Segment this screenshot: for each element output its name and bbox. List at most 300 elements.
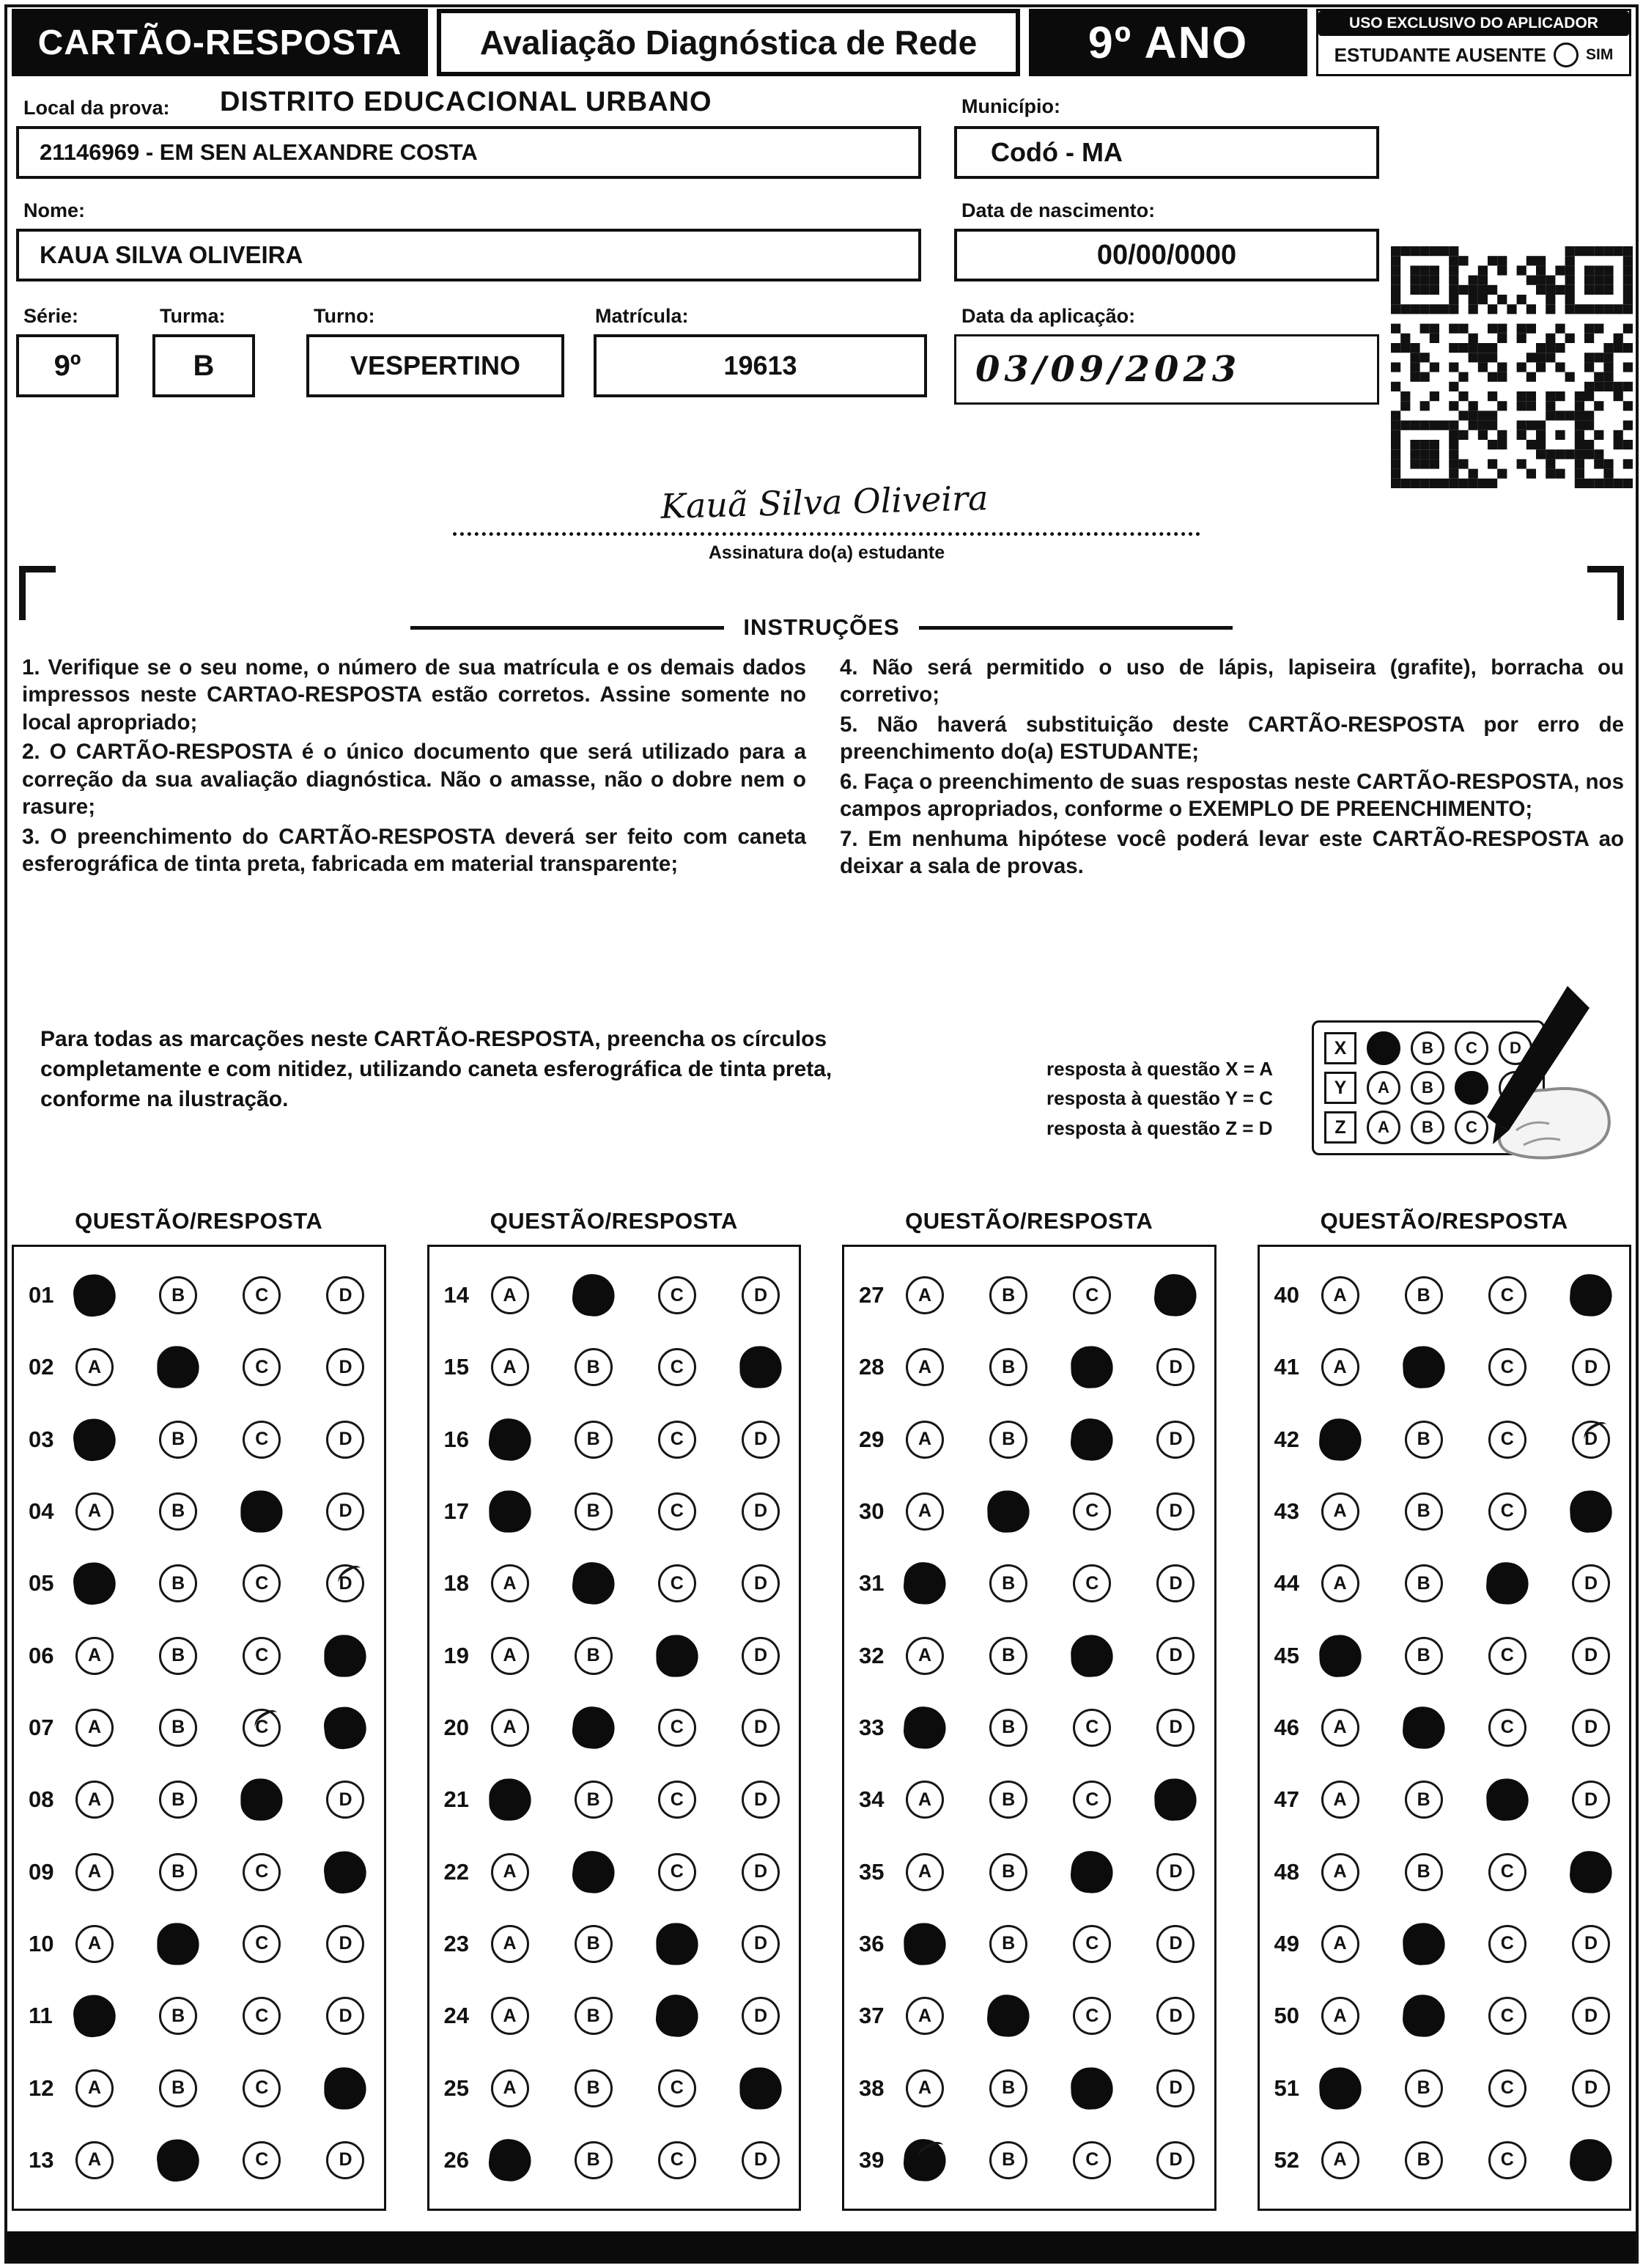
answer-bubble-47-C[interactable] xyxy=(1485,1778,1529,1822)
question-number: 20 xyxy=(443,1714,469,1740)
answer-bubble-43-A[interactable]: A xyxy=(1321,1492,1359,1531)
answer-bubble-15-D[interactable] xyxy=(739,1346,782,1388)
answer-bubble-52-A[interactable]: A xyxy=(1321,2141,1359,2179)
answer-bubble-24-B[interactable]: B xyxy=(575,1997,613,2035)
answer-bubble-42-C[interactable]: C xyxy=(1488,1421,1526,1459)
answer-bubble-23-A[interactable]: A xyxy=(491,1925,529,1963)
answer-bubble-09-C[interactable]: C xyxy=(243,1853,281,1891)
instructions-right xyxy=(840,654,1624,883)
question-number: 40 xyxy=(1274,1282,1299,1308)
question-number: 46 xyxy=(1274,1714,1299,1740)
answer-bubble-14-B[interactable] xyxy=(570,1273,616,1319)
question-number: 03 xyxy=(29,1426,54,1452)
hand-with-pen-icon xyxy=(1458,980,1619,1163)
answer-bubble-22-B[interactable] xyxy=(570,1849,616,1895)
answer-bubble-28-B[interactable]: B xyxy=(989,1348,1027,1386)
answer-bubble-36-D[interactable]: D xyxy=(1156,1925,1195,1963)
nome-label: Nome: xyxy=(23,199,86,221)
answer-bubble-03-B[interactable]: B xyxy=(159,1421,197,1459)
answer-bubble-32-B[interactable]: B xyxy=(989,1637,1027,1675)
answer-bubble-26-D[interactable]: D xyxy=(742,2141,780,2179)
example-bubble-Z-A: A xyxy=(1367,1111,1400,1144)
answer-bubble-38-B[interactable]: B xyxy=(989,2069,1027,2107)
question-row-22 xyxy=(438,1837,791,1907)
answer-bubble-31-C[interactable]: C xyxy=(1073,1564,1111,1602)
question-number: 44 xyxy=(1274,1570,1299,1597)
answer-bubble-02-A[interactable]: A xyxy=(75,1348,114,1386)
question-number: 52 xyxy=(1274,2146,1299,2173)
absent-mark-circle[interactable] xyxy=(1554,43,1579,67)
question-row-04 xyxy=(23,1476,375,1547)
qr-code xyxy=(1391,246,1633,488)
question-row-36 xyxy=(853,1909,1206,1979)
answer-bubble-47-A[interactable]: A xyxy=(1321,1781,1359,1819)
answer-bubble-38-A[interactable]: A xyxy=(906,2069,944,2107)
answer-bubble-40-D[interactable] xyxy=(1568,1273,1613,1317)
answer-bubble-42-B[interactable]: B xyxy=(1405,1421,1443,1459)
answer-bubble-20-A[interactable]: A xyxy=(491,1709,529,1747)
answer-bubble-39-A[interactable] xyxy=(902,2138,948,2183)
answer-bubble-45-D[interactable]: D xyxy=(1572,1637,1610,1675)
answer-bubble-19-A[interactable]: A xyxy=(491,1637,529,1675)
instruction-item: 1. Verifique se o seu nome, o número de sua matrícula e os demais dados impressos neste CARTAO-RESPOSTA estão corretos. Assine somente no local apropriado; xyxy=(22,655,806,734)
answer-bubble-35-C[interactable] xyxy=(1069,1849,1115,1895)
answer-bubble-04-D[interactable]: D xyxy=(326,1492,364,1531)
answer-bubble-08-C[interactable] xyxy=(241,1779,283,1821)
answer-bubble-47-B[interactable]: B xyxy=(1405,1781,1443,1819)
answer-bubble-09-B[interactable]: B xyxy=(159,1853,197,1891)
answer-bubble-05-C[interactable]: C xyxy=(243,1564,281,1602)
answer-bubble-42-D[interactable]: D xyxy=(1572,1421,1610,1459)
answer-bubble-19-B[interactable]: B xyxy=(575,1637,613,1675)
signature-handwritten[interactable]: Kauã Silva Oliveira xyxy=(660,478,989,526)
question-number: 12 xyxy=(29,2074,54,2101)
answer-bubble-36-B[interactable]: B xyxy=(989,1925,1027,1963)
answer-bubble-46-B[interactable] xyxy=(1401,1705,1446,1750)
answer-bubble-15-C[interactable]: C xyxy=(658,1348,696,1386)
question-row-43 xyxy=(1269,1476,1621,1547)
answer-bubble-11-A[interactable] xyxy=(71,1992,118,2039)
answer-bubble-18-A[interactable]: A xyxy=(491,1564,529,1602)
answer-bubble-44-B[interactable]: B xyxy=(1405,1564,1443,1602)
answer-bubble-08-A[interactable]: A xyxy=(75,1781,114,1819)
answer-bubble-41-A[interactable]: A xyxy=(1321,1348,1359,1386)
example-bubble-Y-B: B xyxy=(1411,1071,1444,1105)
answer-bubble-29-C[interactable] xyxy=(1069,1417,1115,1462)
answer-bubble-30-D[interactable]: D xyxy=(1156,1492,1195,1531)
answer-bubble-30-C[interactable]: C xyxy=(1073,1492,1111,1531)
answer-bubble-44-D[interactable]: D xyxy=(1572,1564,1610,1602)
answer-bubble-32-D[interactable]: D xyxy=(1156,1637,1195,1675)
header xyxy=(12,9,1631,76)
question-number: 51 xyxy=(1274,2074,1299,2101)
question-row-09 xyxy=(23,1837,375,1907)
answer-bubble-06-D[interactable] xyxy=(325,1635,366,1676)
answer-bubble-01-C[interactable]: C xyxy=(243,1276,281,1314)
answer-bubble-50-D[interactable]: D xyxy=(1572,1997,1610,2035)
answer-bubble-29-A[interactable]: A xyxy=(906,1421,944,1459)
answer-bubble-04-B[interactable]: B xyxy=(159,1492,197,1531)
answer-bubble-22-D[interactable]: D xyxy=(742,1853,780,1891)
answer-bubble-43-C[interactable]: C xyxy=(1488,1492,1526,1531)
answer-bubble-07-D[interactable] xyxy=(322,1704,369,1751)
answer-bubble-30-B[interactable] xyxy=(987,1490,1030,1533)
question-row-26 xyxy=(438,2125,791,2195)
answer-bubble-25-B[interactable]: B xyxy=(575,2069,613,2107)
answer-bubble-17-C[interactable]: C xyxy=(658,1492,696,1531)
answer-bubble-41-C[interactable]: C xyxy=(1488,1348,1526,1386)
answer-bubble-25-C[interactable]: C xyxy=(658,2069,696,2107)
answer-bubble-37-A[interactable]: A xyxy=(906,1997,944,2035)
answer-bubble-29-B[interactable]: B xyxy=(989,1421,1027,1459)
answer-bubble-06-B[interactable]: B xyxy=(159,1637,197,1675)
question-row-13 xyxy=(23,2125,375,2195)
answer-bubble-31-B[interactable]: B xyxy=(989,1564,1027,1602)
answer-bubble-43-D[interactable] xyxy=(1569,1490,1613,1534)
answer-bubble-14-C[interactable]: C xyxy=(658,1276,696,1314)
answer-bubble-48-A[interactable]: A xyxy=(1321,1853,1359,1891)
instructions-divider xyxy=(410,614,1233,641)
answer-bubble-15-A[interactable]: A xyxy=(491,1348,529,1386)
question-number: 25 xyxy=(443,2074,469,2101)
question-row-40 xyxy=(1269,1260,1621,1330)
answer-bubble-49-B[interactable] xyxy=(1402,1922,1446,1966)
nascimento-label: Data de nascimento: xyxy=(961,199,1156,221)
answer-bubble-13-B[interactable] xyxy=(155,2137,202,2184)
answer-bubble-12-B[interactable]: B xyxy=(159,2069,197,2107)
answer-bubble-21-B[interactable]: B xyxy=(575,1781,613,1819)
question-row-01 xyxy=(23,1260,375,1330)
answer-bubble-21-C[interactable]: C xyxy=(658,1781,696,1819)
answer-bubble-19-D[interactable]: D xyxy=(742,1637,780,1675)
answer-bubble-49-C[interactable]: C xyxy=(1488,1925,1526,1963)
answer-bubble-48-C[interactable]: C xyxy=(1488,1853,1526,1891)
answer-bubble-31-D[interactable]: D xyxy=(1156,1564,1195,1602)
instruction-item: 5. Não haverá substituição deste CARTÃO-RESPOSTA por erro de preenchimento do(a) ESTUDANTE; xyxy=(840,712,1624,765)
answer-bubble-35-B[interactable]: B xyxy=(989,1853,1027,1891)
answer-bubble-44-C[interactable] xyxy=(1485,1561,1529,1606)
answer-bubble-17-D[interactable]: D xyxy=(742,1492,780,1531)
answer-bubble-16-B[interactable]: B xyxy=(575,1421,613,1459)
question-number: 36 xyxy=(859,1930,885,1956)
answer-bubble-44-A[interactable]: A xyxy=(1321,1564,1359,1602)
answer-column-4 xyxy=(1258,1208,1632,2211)
answer-bubble-32-A[interactable]: A xyxy=(906,1637,944,1675)
answer-bubble-28-A[interactable]: A xyxy=(906,1348,944,1386)
question-row-29 xyxy=(853,1404,1206,1475)
answer-bubble-50-C[interactable]: C xyxy=(1488,1997,1526,2035)
answer-bubble-08-B[interactable]: B xyxy=(159,1781,197,1819)
turno-label: Turno: xyxy=(314,305,375,327)
answer-bubble-02-D[interactable]: D xyxy=(326,1348,364,1386)
answer-bubble-03-C[interactable]: C xyxy=(243,1421,281,1459)
bottom-black-bar xyxy=(7,2231,1636,2261)
example-row-label: Z xyxy=(1324,1111,1356,1144)
question-row-06 xyxy=(23,1621,375,1691)
answer-bubble-34-D[interactable] xyxy=(1154,1778,1197,1822)
answer-bubble-40-B[interactable]: B xyxy=(1405,1276,1443,1314)
nome-field: KAUA SILVA OLIVEIRA xyxy=(16,229,921,281)
answer-column-header: QUESTÃO/RESPOSTA xyxy=(490,1208,738,1234)
answer-bubble-52-C[interactable]: C xyxy=(1488,2141,1526,2179)
question-number: 04 xyxy=(29,1498,54,1524)
answer-bubble-21-A[interactable] xyxy=(488,1778,531,1821)
question-number: 21 xyxy=(443,1786,469,1813)
example-bubble-X-A xyxy=(1367,1031,1400,1065)
grade-badge: 9º ANO xyxy=(1029,9,1307,76)
question-row-46 xyxy=(1269,1693,1621,1763)
answer-bubble-51-C[interactable]: C xyxy=(1488,2069,1526,2107)
exam-title: Avaliação Diagnóstica de Rede xyxy=(437,9,1020,76)
answer-bubble-11-B[interactable]: B xyxy=(159,1997,197,2035)
answer-bubble-21-D[interactable]: D xyxy=(742,1781,780,1819)
answer-bubble-22-A[interactable]: A xyxy=(491,1853,529,1891)
answer-bubble-08-D[interactable]: D xyxy=(326,1781,364,1819)
answer-bubble-16-A[interactable] xyxy=(487,1416,533,1462)
municipio-field: Codó - MA xyxy=(954,126,1379,179)
instructions-title: INSTRUÇÕES xyxy=(743,614,900,640)
answer-bubble-37-D[interactable]: D xyxy=(1156,1997,1195,2035)
answer-bubble-10-A[interactable]: A xyxy=(75,1925,114,1963)
answer-bubble-13-D[interactable]: D xyxy=(326,2141,364,2179)
answer-bubble-07-C[interactable]: C xyxy=(243,1709,281,1747)
answer-bubble-36-C[interactable]: C xyxy=(1073,1925,1111,1963)
answer-bubble-23-C[interactable] xyxy=(656,1923,698,1965)
answer-bubble-18-B[interactable] xyxy=(570,1561,616,1607)
instruction-item: 6. Faça o preenchimento de suas respostas neste CARTÃO-RESPOSTA, nos campos apropriados, conforme o EXEMPLO DE PREENCHIMENTO; xyxy=(840,769,1624,822)
answer-bubble-40-C[interactable]: C xyxy=(1488,1276,1526,1314)
answer-bubble-46-D[interactable]: D xyxy=(1572,1709,1610,1747)
answer-bubble-15-B[interactable]: B xyxy=(575,1348,613,1386)
question-number: 02 xyxy=(29,1354,54,1380)
answer-bubble-41-B[interactable] xyxy=(1402,1345,1446,1389)
answer-bubble-33-C[interactable]: C xyxy=(1073,1709,1111,1747)
answer-bubble-04-A[interactable]: A xyxy=(75,1492,114,1531)
answer-bubble-07-A[interactable]: A xyxy=(75,1709,114,1747)
answer-bubble-12-A[interactable]: A xyxy=(75,2069,114,2107)
answer-bubble-05-B[interactable]: B xyxy=(159,1564,197,1602)
answer-bubble-02-C[interactable]: C xyxy=(243,1348,281,1386)
question-number: 39 xyxy=(859,2146,885,2173)
answer-bubble-29-D[interactable]: D xyxy=(1156,1421,1195,1459)
answer-bubble-45-C[interactable]: C xyxy=(1488,1637,1526,1675)
answer-bubble-33-D[interactable]: D xyxy=(1156,1709,1195,1747)
registration-mark-right xyxy=(1587,566,1624,620)
question-number: 23 xyxy=(443,1930,469,1956)
example-grid xyxy=(1312,1020,1545,1155)
answer-bubble-26-C[interactable]: C xyxy=(658,2141,696,2179)
answer-bubble-09-D[interactable] xyxy=(322,1849,369,1896)
divider-line-left xyxy=(410,626,724,630)
answer-bubble-33-A[interactable] xyxy=(902,1705,948,1750)
answer-bubble-18-D[interactable]: D xyxy=(742,1564,780,1602)
question-row-03 xyxy=(23,1404,375,1475)
legend-line-x: resposta à questão X = A xyxy=(1046,1058,1273,1080)
answer-bubble-50-B[interactable] xyxy=(1401,1994,1446,2039)
answer-bubble-39-B[interactable]: B xyxy=(989,2141,1027,2179)
answer-bubble-36-A[interactable] xyxy=(903,1922,946,1965)
answer-bubble-51-B[interactable]: B xyxy=(1405,2069,1443,2107)
instructions-section xyxy=(22,654,1624,883)
answer-bubble-27-D[interactable] xyxy=(1153,1273,1198,1318)
answer-bubble-41-D[interactable]: D xyxy=(1572,1348,1610,1386)
instruction-item: 3. O preenchimento do CARTÃO-RESPOSTA deverá ser feito com caneta esferográfica de tinta preta, fabricada em material transparente; xyxy=(22,824,806,877)
question-number: 32 xyxy=(859,1642,885,1668)
answer-bubble-17-A[interactable] xyxy=(488,1490,531,1533)
answer-bubble-45-B[interactable]: B xyxy=(1405,1637,1443,1675)
matricula-label: Matrícula: xyxy=(595,305,689,327)
answer-bubble-27-C[interactable]: C xyxy=(1073,1276,1111,1314)
answer-bubble-52-D[interactable] xyxy=(1568,2138,1613,2182)
answer-bubble-42-A[interactable] xyxy=(1318,1417,1362,1462)
turno-field: VESPERTINO xyxy=(306,334,564,397)
answer-bubble-28-D[interactable]: D xyxy=(1156,1348,1195,1386)
answer-bubble-13-A[interactable]: A xyxy=(75,2141,114,2179)
answer-bubble-17-B[interactable]: B xyxy=(575,1492,613,1531)
answer-bubble-05-D[interactable]: D xyxy=(326,1564,364,1602)
answer-bubble-12-D[interactable] xyxy=(325,2067,366,2109)
answer-bubble-50-A[interactable]: A xyxy=(1321,1997,1359,2035)
answer-bubble-35-D[interactable]: D xyxy=(1156,1853,1195,1891)
question-row-15 xyxy=(438,1332,791,1402)
answer-bubble-13-C[interactable]: C xyxy=(243,2141,281,2179)
answer-bubble-18-C[interactable]: C xyxy=(658,1564,696,1602)
nascimento-field: 00/00/0000 xyxy=(954,229,1379,281)
answer-bubble-25-A[interactable]: A xyxy=(491,2069,529,2107)
answer-bubble-26-B[interactable]: B xyxy=(575,2141,613,2179)
answer-bubble-39-C[interactable]: C xyxy=(1073,2141,1111,2179)
answer-bubble-20-D[interactable]: D xyxy=(742,1709,780,1747)
answer-bubble-01-D[interactable]: D xyxy=(326,1276,364,1314)
answer-bubble-35-A[interactable]: A xyxy=(906,1853,944,1891)
answer-bubble-16-C[interactable]: C xyxy=(658,1421,696,1459)
answer-bubble-33-B[interactable]: B xyxy=(989,1709,1027,1747)
absent-option-label: SIM xyxy=(1586,46,1614,63)
answer-bubble-14-A[interactable]: A xyxy=(491,1276,529,1314)
answer-bubble-49-D[interactable]: D xyxy=(1572,1925,1610,1963)
answer-bubble-46-C[interactable]: C xyxy=(1488,1709,1526,1747)
answer-bubble-01-B[interactable]: B xyxy=(159,1276,197,1314)
answer-bubble-37-C[interactable]: C xyxy=(1073,1997,1111,2035)
answer-bubble-26-A[interactable] xyxy=(487,2138,533,2184)
answer-column-header: QUESTÃO/RESPOSTA xyxy=(75,1208,323,1234)
answer-box xyxy=(427,1245,802,2211)
answer-bubble-43-B[interactable]: B xyxy=(1405,1492,1443,1531)
answer-bubble-01-A[interactable] xyxy=(71,1272,118,1319)
answer-bubble-24-A[interactable]: A xyxy=(491,1997,529,2035)
answer-bubble-09-A[interactable]: A xyxy=(75,1853,114,1891)
question-row-48 xyxy=(1269,1837,1621,1907)
answer-bubble-06-C[interactable]: C xyxy=(243,1637,281,1675)
answer-bubble-31-A[interactable] xyxy=(902,1561,948,1606)
answer-bubble-37-B[interactable] xyxy=(986,1993,1031,2039)
answer-bubble-23-B[interactable]: B xyxy=(575,1925,613,1963)
answer-bubble-32-C[interactable] xyxy=(1071,1634,1114,1677)
answer-bubble-34-A[interactable]: A xyxy=(906,1781,944,1819)
question-row-20 xyxy=(438,1693,791,1763)
municipio-label: Município: xyxy=(961,95,1060,117)
answer-bubble-20-C[interactable]: C xyxy=(658,1709,696,1747)
question-number: 48 xyxy=(1274,1858,1299,1885)
serie-label: Série: xyxy=(23,305,79,327)
question-row-05 xyxy=(23,1548,375,1619)
answer-bubble-25-D[interactable] xyxy=(739,2067,782,2110)
question-number: 38 xyxy=(859,2074,885,2101)
applicator-box xyxy=(1316,9,1631,76)
answer-bubble-03-D[interactable]: D xyxy=(326,1421,364,1459)
answer-bubble-02-B[interactable] xyxy=(158,1347,199,1388)
question-row-12 xyxy=(23,2053,375,2124)
question-row-50 xyxy=(1269,1981,1621,2051)
answer-bubble-38-C[interactable] xyxy=(1071,2066,1114,2110)
answer-bubble-23-D[interactable]: D xyxy=(742,1925,780,1963)
answer-bubble-51-D[interactable]: D xyxy=(1572,2069,1610,2107)
answer-bubble-22-C[interactable]: C xyxy=(658,1853,696,1891)
answer-bubble-24-D[interactable]: D xyxy=(742,1997,780,2035)
answer-column-header: QUESTÃO/RESPOSTA xyxy=(1320,1208,1568,1234)
answer-bubble-30-A[interactable]: A xyxy=(906,1492,944,1531)
example-bubble-X-D: D xyxy=(1499,1031,1532,1065)
answer-box xyxy=(1258,1245,1632,2211)
question-row-17 xyxy=(438,1476,791,1547)
answer-bubble-48-D[interactable] xyxy=(1568,1849,1613,1894)
answer-bubble-52-B[interactable]: B xyxy=(1405,2141,1443,2179)
legend-line-y: resposta à questão Y = C xyxy=(1046,1087,1274,1110)
answer-bubble-46-A[interactable]: A xyxy=(1321,1709,1359,1747)
answer-bubble-49-A[interactable]: A xyxy=(1321,1925,1359,1963)
instruction-item: 7. Em nenhuma hipótese você poderá levar este CARTÃO-RESPOSTA ao deixar a sala de provas. xyxy=(840,826,1624,879)
question-number: 16 xyxy=(443,1426,469,1452)
example-row-label: X xyxy=(1324,1032,1356,1064)
answer-bubble-27-A[interactable]: A xyxy=(906,1276,944,1314)
answer-bubble-05-A[interactable] xyxy=(71,1560,118,1607)
answer-bubble-39-D[interactable]: D xyxy=(1156,2141,1195,2179)
answer-bubble-19-C[interactable] xyxy=(656,1635,698,1677)
question-number: 49 xyxy=(1274,1930,1299,1956)
answer-bubble-06-A[interactable]: A xyxy=(75,1637,114,1675)
answer-bubble-14-D[interactable]: D xyxy=(742,1276,780,1314)
question-row-34 xyxy=(853,1764,1206,1835)
question-number: 35 xyxy=(859,1858,885,1885)
answer-bubble-34-B[interactable]: B xyxy=(989,1781,1027,1819)
answer-bubble-47-D[interactable]: D xyxy=(1572,1781,1610,1819)
answer-bubble-10-B[interactable] xyxy=(158,1923,199,1965)
answer-bubble-38-D[interactable]: D xyxy=(1156,2069,1195,2107)
answer-bubble-28-C[interactable] xyxy=(1071,1346,1114,1389)
answer-column-1 xyxy=(12,1208,386,2211)
answer-bubble-51-A[interactable] xyxy=(1318,2066,1362,2110)
answer-bubble-12-C[interactable]: C xyxy=(243,2069,281,2107)
answer-bubble-10-D[interactable]: D xyxy=(326,1925,364,1963)
question-number: 07 xyxy=(29,1714,54,1740)
answer-bubble-48-B[interactable]: B xyxy=(1405,1853,1443,1891)
answer-bubble-24-C[interactable] xyxy=(654,1993,700,2039)
answer-bubble-45-A[interactable] xyxy=(1318,1634,1362,1678)
answer-bubble-34-C[interactable]: C xyxy=(1073,1781,1111,1819)
answer-bubble-27-B[interactable]: B xyxy=(989,1276,1027,1314)
answer-bubble-11-C[interactable]: C xyxy=(243,1997,281,2035)
answer-bubble-11-D[interactable]: D xyxy=(326,1997,364,2035)
answer-bubble-07-B[interactable]: B xyxy=(159,1709,197,1747)
answer-bubble-16-D[interactable]: D xyxy=(742,1421,780,1459)
answer-bubble-40-A[interactable]: A xyxy=(1321,1276,1359,1314)
aplicacao-field-handwritten: 03/09/2023 xyxy=(954,334,1379,405)
answer-bubble-04-C[interactable] xyxy=(241,1490,283,1532)
answer-bubble-20-B[interactable] xyxy=(570,1705,616,1751)
answer-bubble-10-C[interactable]: C xyxy=(243,1925,281,1963)
answer-bubble-03-A[interactable] xyxy=(71,1416,118,1463)
question-number: 05 xyxy=(29,1570,54,1597)
